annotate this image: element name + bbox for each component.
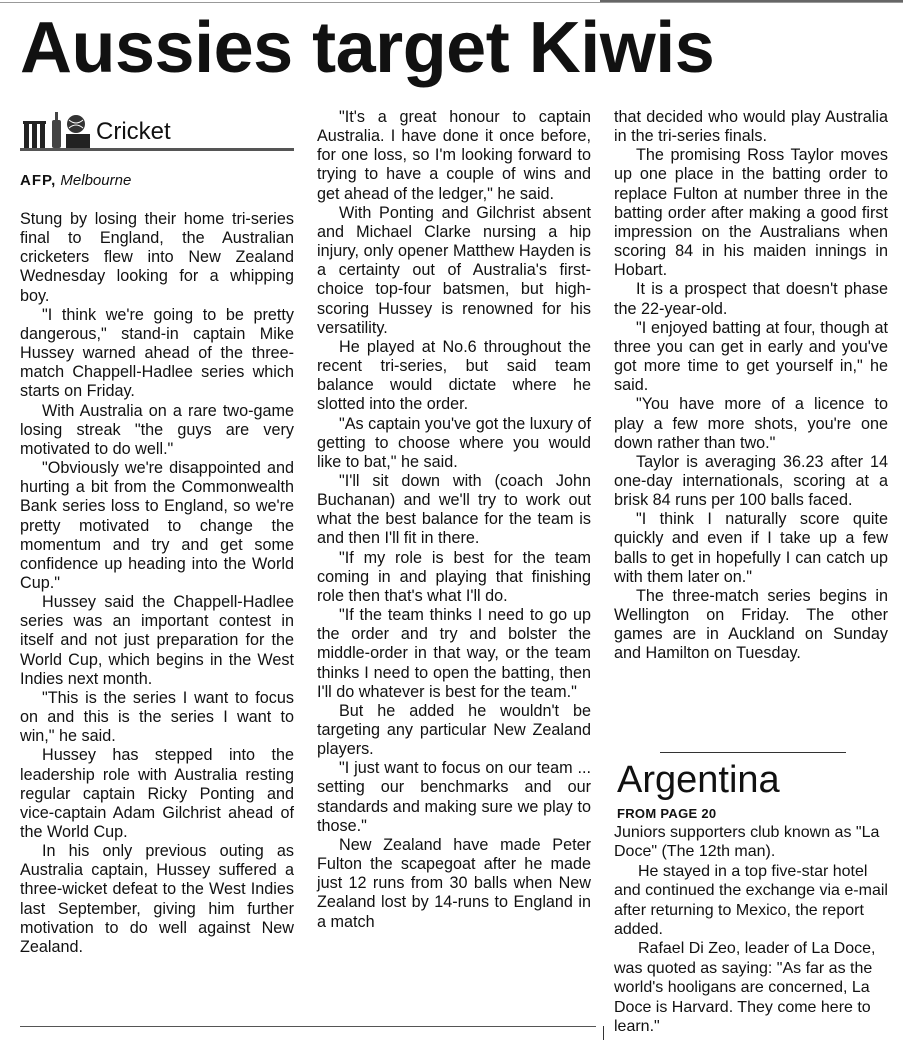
paragraph: "I think I naturally score quite quickly and even if I take up a few balls to get in hopefully I can catch up with them later on." [614,510,888,586]
byline-agency: AFP, [20,172,57,189]
paragraph: Hussey said the Chappell-Hadlee series was an important contest in itself and not just preparation for the World Cup, which begins in the West Indies next month. [20,593,294,688]
paragraph: It is a prospect that doesn't phase the 22-year-old. [614,280,888,318]
paragraph: "As captain you've got the luxury of getting to choose where you would like to bat," he said. [317,414,591,471]
paragraph: But he added he wouldn't be targeting any particular New Zealand players. [317,701,591,759]
paragraph: Hussey has stepped into the leadership role with Australia resting regular captain Ricky Ponting and vice-captain Adam Gilchrist ahead of the World Cup. [20,746,294,841]
top-rule-accent [600,0,903,2]
paragraph: Juniors supporters club known as "La Doce" (The 12th man). [614,824,880,861]
continued-from-label: FROM PAGE 20 [617,806,717,821]
paragraph: "I enjoyed batting at four, though at three you can get in early and you've got more time to get yourself in," he said. [614,318,888,395]
article-column-3 [614,108,888,664]
paragraph: He stayed in a top five-star hotel and continued the exchange via e-mail after returning to Mexico, the report added. [614,862,888,939]
paragraph: "I'll sit down with (coach John Buchanan) and we'll try to work out what the best balance for the team is and then I'll fit in there. [317,471,591,548]
argentina-column [614,823,888,1036]
paragraph: With Australia on a rare two-game losing streak "the guys are very motivated to do well." [20,401,294,458]
story-divider [660,752,846,753]
paragraph: "Obviously we're disappointed and hurting a bit from the Commonwealth Bank series loss to England, so we're pretty motivated to change the momentum and try and get some confidence up heading into the World Cup." [20,459,294,592]
paragraph: Taylor is averaging 36.23 after 14 one-day internationals, scoring at a brisk 84 runs per 100 balls faced. [614,452,888,510]
paragraph: "I just want to focus on our team ... setting our benchmarks and our standards and making sure we play to those." [317,759,591,835]
column-divider [603,1026,604,1040]
paragraph: "If my role is best for the team coming in and playing that finishing role then that's what I'll do. [317,548,591,605]
section-title: Cricket [96,118,171,145]
paragraph: The three-match series begins in Wellington on Friday. The other games are in Auckland on Sunday and Hamilton on Tuesday. [614,586,888,663]
paragraph: Stung by losing their home tri-series final to England, the Australian cricketers flew into New Zealand Wednesday looking for a whipping boy. [20,210,294,305]
paragraph: "This is the series I want to focus on and this is the series I want to win," he said. [20,688,294,746]
paragraph: With Ponting and Gilchrist absent and Michael Clarke nursing a hip injury, only opener Matthew Hayden is a certainty out of Australia's first-choice top-four batsmen, but high-scoring Hussey is renowned for his versatility. [317,203,591,337]
top-rule [0,2,903,3]
section-rule [20,148,294,151]
paragraph: "If the team thinks I need to go up the order and try and bolster the middle-order in that way, or the team thinks I need to open the batting, then I'll do whatever is best for the team." [317,606,591,701]
paragraph: He played at No.6 throughout the recent tri-series, but said team balance would dictate where he slotted into the order. [317,337,591,414]
cricket-logo-icon [20,110,92,150]
paragraph: The promising Ross Taylor moves up one place in the batting order to replace Fulton at number three in the batting order after making a good first impression on the Australians when scoring 84 in his maiden innings in Hobart. [614,146,888,280]
article-column-1 [20,210,294,957]
byline-place: Melbourne [60,172,132,189]
paragraph: "You have more of a licence to play a few more shots, you're one down rather than two." [614,395,888,452]
argentina-headline: Argentina [617,759,780,801]
paragraph: "I think we're going to be pretty dangerous," stand-in captain Mike Hussey warned ahead of the three-match Chappell-Hadlee series which starts on Friday. [20,305,294,401]
paragraph: Rafael Di Zeo, leader of La Doce, was quoted as saying: "As far as the world's hooligans are concerned, La Doce is Harvard. They come here to learn." [614,940,876,1036]
section-label [20,108,294,152]
article-column-2 [317,108,591,932]
paragraph: "It's a great honour to captain Australia. I have done it once before, for one loss, so I'm looking forward to trying to have a couple of wins and get ahead of the ledger," he said. [317,108,591,203]
paragraph: that decided who would play Australia in the tri-series finals. [614,108,888,146]
headline: Aussies target Kiwis [20,8,715,88]
byline [20,172,131,190]
bottom-rule [20,1026,596,1027]
paragraph: New Zealand have made Peter Fulton the scapegoat after he made just 12 runs from 30 balls when New Zealand lost by 14-runs to England in a match [317,835,591,931]
paragraph: In his only previous outing as Australia captain, Hussey suffered a three-wicket defeat to the West Indies last September, giving him further motivation to do well against New Zealand. [20,842,294,956]
